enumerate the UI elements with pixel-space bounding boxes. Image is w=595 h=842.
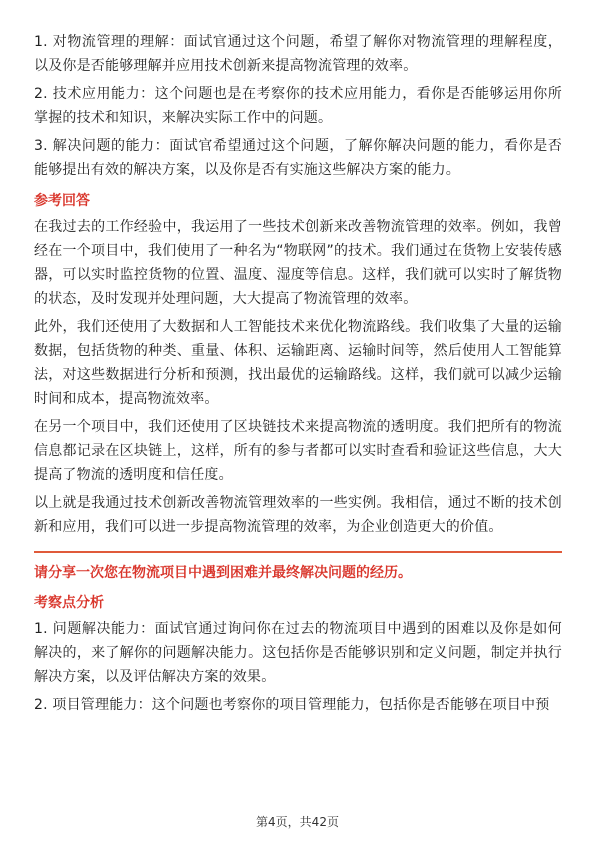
reference-paragraph-conclusion: 以上就是我通过技术创新改善物流管理效率的一些实例。我相信，通过不断的技术创新和应用，我们可以进一步提高物流管理的效率，为企业创造更大的价值。	[34, 495, 562, 535]
page-number-footer: 第4页，共42页	[256, 815, 339, 829]
analysis-point-project-management: 2. 项目管理能力：这个问题也考察你的项目管理能力，包括你是否能够在项目中预	[34, 697, 550, 713]
reference-paragraph-bigdata: 此外，我们还使用了大数据和人工智能技术来优化物流路线。我们收集了大量的运输数据，包括货物的种类、重量、体积、运输距离、运输时间等，然后使用人工智能算法，对这些数据进行分析和预测，找出最优的运输路线。这样，我们就可以减少运输时间和成本，提高物流效率。	[34, 319, 562, 407]
analysis-point-understanding: 1. 对物流管理的理解：面试官通过这个问题，希望了解你对物流管理的理解程度，以及你是否能够理解并应用技术创新来提高物流管理的效率。	[34, 34, 562, 74]
analysis-heading: 考察点分析	[34, 595, 104, 611]
analysis-point-problem-solving-ability: 1. 问题解决能力：面试官通过询问你在过去的物流项目中遇到的困难以及你是如何解决的，来了解你的问题解决能力。这包括你是否能够识别和定义问题，制定并执行解决方案，以及评估解决方案的效果。	[34, 621, 562, 685]
analysis-point-tech-application: 2. 技术应用能力：这个问题也是在考察你的技术应用能力，看你是否能够运用你所掌握的技术和知识，来解决实际工作中的问题。	[34, 86, 562, 126]
interview-question: 请分享一次您在物流项目中遇到困难并最终解决问题的经历。	[34, 565, 412, 581]
section-divider	[34, 551, 562, 553]
analysis-point-problem-solving: 3. 解决问题的能力：面试官希望通过这个问题，了解你解决问题的能力，看你是否能够提出有效的解决方案，以及你是否有实施这些解决方案的能力。	[34, 138, 562, 178]
reference-paragraph-iot: 在我过去的工作经验中，我运用了一些技术创新来改善物流管理的效率。例如，我曾经在一个项目中，我们使用了一种名为“物联网”的技术。我们通过在货物上安装传感器，可以实时监控货物的位置、温度、湿度等信息。这样，我们就可以实时了解货物的状态，及时发现并处理问题，大大提高了物流管理的效率。	[34, 219, 562, 307]
reference-answer-heading: 参考回答	[34, 193, 90, 209]
document-page	[34, 30, 562, 721]
reference-paragraph-blockchain: 在另一个项目中，我们还使用了区块链技术来提高物流的透明度。我们把所有的物流信息都记录在区块链上，这样，所有的参与者都可以实时查看和验证这些信息，大大提高了物流的透明度和信任度。	[34, 419, 562, 483]
